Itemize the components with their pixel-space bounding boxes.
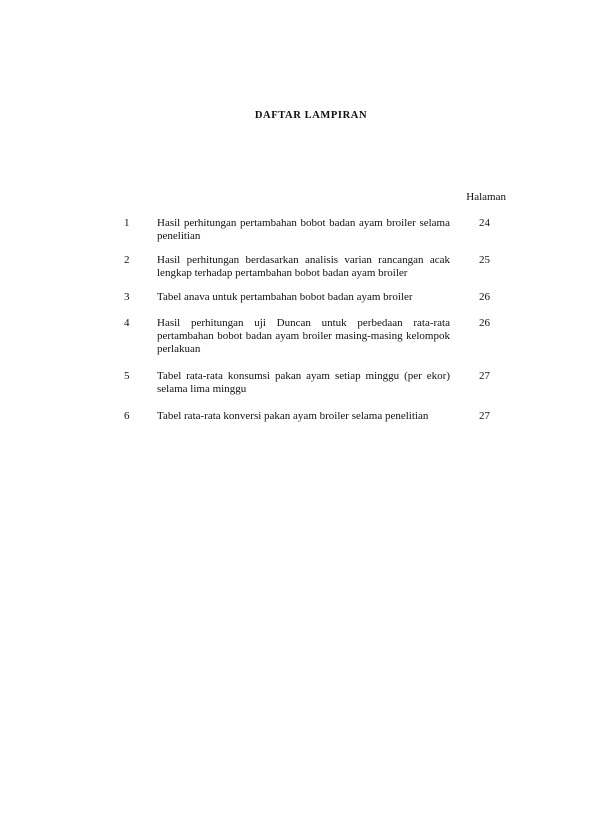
entry-page: 27 xyxy=(479,370,490,382)
entry-number: 5 xyxy=(124,370,130,382)
entry-page: 24 xyxy=(479,217,490,229)
entry-page: 27 xyxy=(479,410,490,422)
entry-page: 26 xyxy=(479,317,490,329)
entry-description: Hasil perhitungan pertambahan bobot badan ayam broiler selama penelitian xyxy=(157,217,450,242)
entry-number: 6 xyxy=(124,410,130,422)
entry-page: 26 xyxy=(479,291,490,303)
document-title: DAFTAR LAMPIRAN xyxy=(254,110,368,121)
entry-page: 25 xyxy=(479,254,490,266)
entry-description: Tabel rata-rata konsumsi pakan ayam setiap minggu (per ekor) selama lima minggu xyxy=(157,370,450,395)
entry-number: 4 xyxy=(124,317,130,329)
entry-number: 3 xyxy=(124,291,130,303)
entry-description: Hasil perhitungan uji Duncan untuk perbedaan rata-rata pertambahan bobot badan ayam broiler masing-masing kelompok perlakuan xyxy=(157,317,450,355)
entry-number: 1 xyxy=(124,217,130,229)
entry-description: Tabel anava untuk pertambahan bobot badan ayam broiler xyxy=(157,291,413,303)
entry-number: 2 xyxy=(124,254,130,266)
entry-description: Tabel rata-rata konversi pakan ayam broiler selama penelitian xyxy=(157,410,429,422)
entry-description: Hasil perhitungan berdasarkan analisis varian rancangan acak lengkap terhadap pertambahan bobot badan ayam broiler xyxy=(157,254,450,279)
page-column-header: Halaman xyxy=(466,191,506,203)
